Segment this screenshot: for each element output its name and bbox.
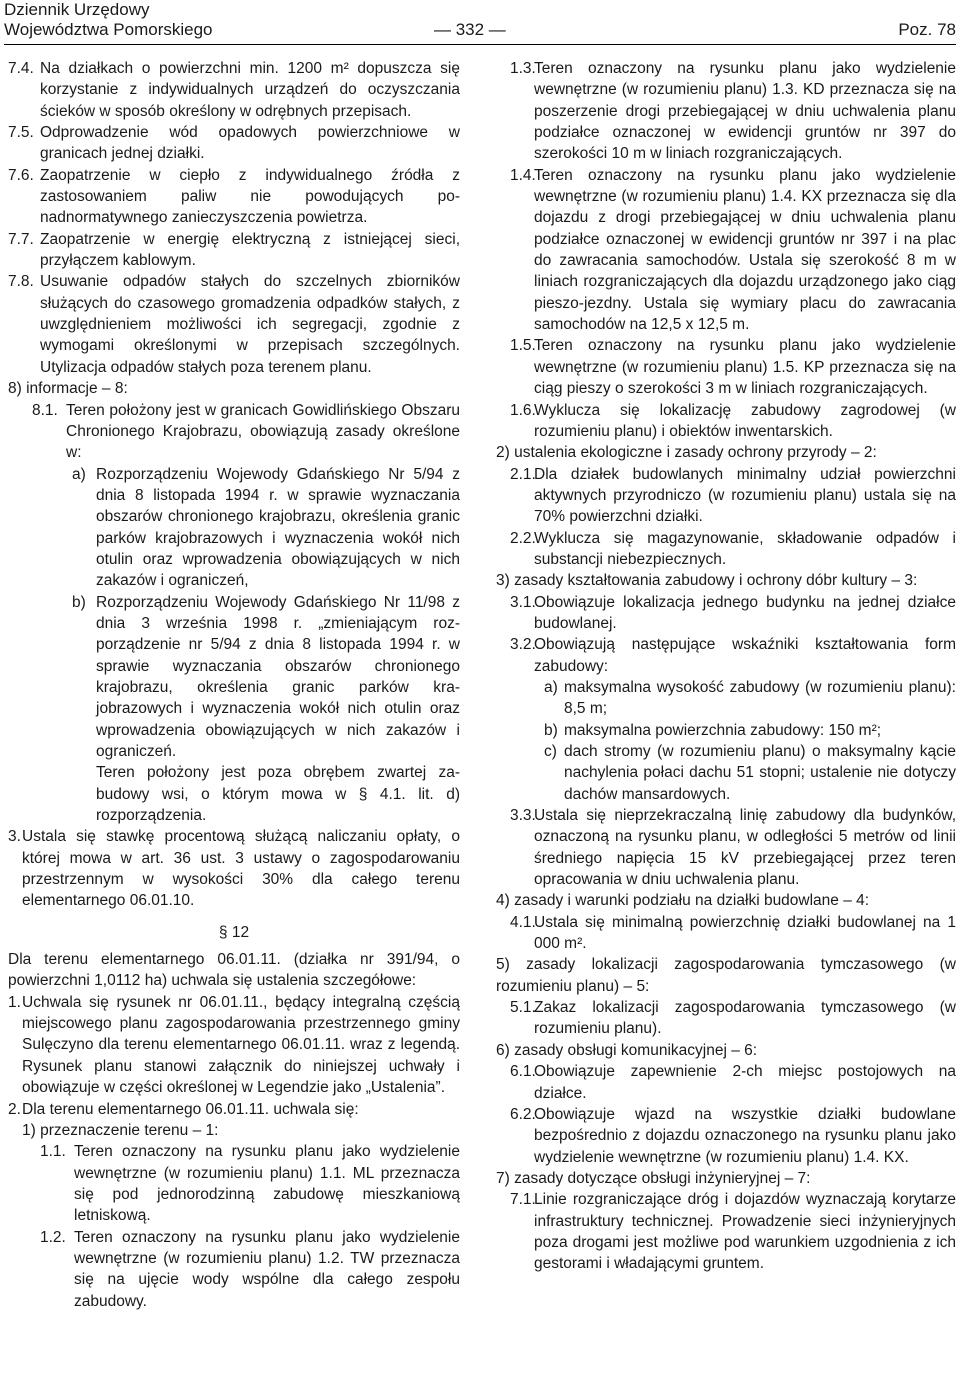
paragraph-text: Ustala się minimalną powierzchnię działki budowlanej na 1 000 m². [534,913,956,953]
paragraph-number: 1.5. [510,337,536,355]
paragraph-2-1 [496,464,956,528]
list-item-marker: b) [72,593,86,611]
section-heading-text: 4) zasady i warunki podziału na działki budowlane – 4: [496,892,870,910]
list-item-text: maksymalna powierzchnia zabudowy: 150 m²; [564,721,882,739]
paragraph-3-2 [496,634,956,677]
paragraph-3-3 [496,805,956,890]
paragraph-number: 7.8. [8,273,34,291]
paragraph-7-4 [8,58,460,122]
paragraph-intro [8,949,460,992]
paragraph-text: Obowiązuje wjazd na wszystkie działki budowlane bezpośrednio z dojazdu oznaczonego na rysunku planu jako wydzielenie wewnętrzne (w rozumieniu planu) 1.4. KX. [534,1105,956,1166]
paragraph-text: Zaopatrzenie w energię elektryczną z istniejącej sieci, przyłączem kablowym. [40,230,460,270]
paragraph-number: 1. [8,993,21,1011]
paragraph-2-2 [496,528,956,571]
paragraph-1-3 [496,58,956,165]
list-item-text: Rozporządzeniu Wojewody Gdańskiego Nr 11/98 z dnia 3 września 1998 r. „zmieniającym rozporządzenie nr 5/94 z dnia 8 listopada 1994 r. w sprawie wyznaczania obszarów chronionego krajobrazu, określenia granic parków krajobrazowych i wyznaczenia wokół nich otulin oraz wprowadzenia obowiązujących w nich zakazów i ograniczeń. [96,593,460,760]
paragraph-1-2 [8,1227,460,1312]
paragraph-number: 3.1. [510,593,536,611]
list-item-b [8,592,460,763]
list-item-text: dach stromy (w rozumieniu planu) o maksymalny kącie nachylenia połaci dachu 51 stopni; ustalenie nie dotyczy dachów mansardowych. [564,743,956,803]
paragraph-text: Teren oznaczony na rysunku planu jako wydzielenie wewnętrzne (w rozumieniu planu) 1.4. KX przeznacza się dla dojazdu z drogi przebiegającej w dniu uchwalenia planu podziałce oznaczonej w ewidencji gruntów nr 397 i na plac do zawracania samochodów. Ustala się szerokość 8 m w liniach rozgraniczających dla dojazdu urządzonego jako ciąg pieszo-jezdny. Ustala się wymiary placu do zawracania samochodów na 12,5 x 12,5 m. [534,166,956,334]
paragraph-text: Dla działek budowlanych minimalny udział powierzchni aktywnych przyrodniczo (w rozumieniu planu) ustala się na 70% powierzchni działki. [534,465,956,526]
section-heading-6 [496,1040,956,1061]
page-number: — 332 — [434,20,506,39]
paragraph-7-6 [8,165,460,229]
list-item-a [8,464,460,592]
paragraph-number: 1.2. [40,1228,66,1246]
section-heading-text: 3) zasady kształtowania zabudowy i ochrony dóbr kultury – 3: [496,572,918,590]
section-heading-1 [8,1120,460,1141]
paragraph-number: 3. [8,828,21,846]
paragraph-1-5 [496,335,956,399]
paragraph-text: Ustala się stawkę procentową służącą naliczaniu opłaty, o której mowa w art. 36 ust. 3 ustawy o zagospodarowaniu przestrzennym w wysokości 30% dla całego terenu elementarnego 06.01.10. [22,828,460,910]
list-item-marker: c) [544,743,557,760]
paragraph-text: Na działkach o powierzchni min. 1200 m² dopuszcza się korzystanie z indywidualnych urządzeń do oczyszczania ścieków w sposób określony w odrębnych przepisach. [40,60,460,120]
paragraph-1-6 [496,400,956,443]
paragraph-6-1 [496,1061,956,1104]
paragraph-number: 3.3. [510,807,536,825]
section-heading-5 [496,954,956,997]
paragraph-text: Uchwala się rysunek nr 06.01.11., będący integralną częścią miejscowego planu zagospodarowania przestrzennego gminy Sulęczyno dla terenu elementarnego 06.01.11. wraz z legendą. Rysunek planu stanowi załącznik do niniejszej uchwały i obowiązuje w części określonej w Legendzie jako „Ustalenia”. [22,993,460,1097]
journal-title-line1: Dziennik Urzędowy [4,0,150,19]
paragraph-number: 7.1. [510,1191,536,1209]
list-item-marker: a) [72,465,86,483]
paragraph-text: Wyklucza się lokalizację zabudowy zagrodowej (w rozumieniu planu) i obiektów inwentarskich. [534,401,956,440]
paragraph-number: 1.4. [510,166,536,184]
paragraph-8-1 [8,400,460,464]
list-item-marker: a) [544,678,558,696]
paragraph-text: Teren położony jest w granicach Gowidlińskiego Obszaru Chronionego Krajobrazu, obowiązują zasady określone w: [66,401,460,462]
paragraph-text: Teren położony jest poza obrębem zwartej zabudowy wsi, o którym mowa w § 4.1. lit. d) rozporządzenia. [96,764,460,825]
paragraph-number: 8.1. [32,401,58,419]
journal-title-line2: Województwa Pomorskiego [4,20,213,39]
section-heading-text: 8) informacje – 8: [8,380,128,398]
page-header [4,0,956,45]
paragraph-text: Wyklucza się magazynowanie, składowanie odpadów i substancji niebezpiecznych. [534,529,956,568]
list-item-b [496,720,956,741]
section-heading-text: 1) przeznaczenie terenu – 1: [22,1121,219,1139]
paragraph-text: Odprowadzenie wód opadowych powierzchniowe w granicach jednej działki. [40,124,460,163]
paragraph-3-1 [496,592,956,635]
paragraph-number: 2. [8,1100,21,1118]
paragraph-3 [8,826,460,911]
list-item-text: Rozporządzeniu Wojewody Gdańskiego Nr 5/94 z dnia 8 listopada 1994 r. w sprawie wyznaczania obszarów chronionego krajobrazu, określenia granic parków krajobrazowych i wyznaczenia wokół nich otulin oraz wprowadzenia obowiązujących w nich zakazów i ograniczeń, [96,465,460,590]
paragraph-number: 3.2. [510,636,536,654]
section-heading-text: 6) zasady obsługi komunikacyjnej – 6: [496,1041,758,1059]
paragraph-1 [8,992,460,1099]
paragraph-text: Ustala się nieprzekraczalną linię zabudowy dla budynków, oznaczoną na rysunku planu, w odległości 5 metrów od linii średniego napięcia 15 kV przebiegającej przez teren opracowania w dniu uchwalenia planu. [534,807,956,889]
paragraph-text: Teren oznaczony na rysunku planu jako wydzielenie wewnętrzne (w rozumieniu planu) 1.2. TW przeznacza się na ujęcie wody wspólne dla całego zespołu zabudowy. [74,1228,460,1310]
section-heading-text: 2) ustalenia ekologiczne i zasady ochrony przyrody – 2: [496,444,877,462]
paragraph-text: Teren oznaczony na rysunku planu jako wydzielenie wewnętrzne (w rozumieniu planu) 1.3. KD przeznacza się na poszerzenie drogi przebiegającej w dniu uchwalenia planu podziałce oznaczonej w ewidencji gruntów nr 397 do szerokości 10 m w liniach rozgraniczających. [534,60,956,163]
paragraph-number: 7.5. [8,124,34,142]
paragraph-7-5 [8,122,460,165]
paragraph-1-4 [496,165,956,336]
paragraph-number: 1.1. [40,1143,66,1161]
paragraph-text: Dla terenu elementarnego 06.01.11. uchwala się: [22,1100,359,1118]
paragraph-number: 6.1. [510,1063,536,1081]
paragraph-1-1 [8,1141,460,1226]
paragraph-text: Usuwanie odpadów stałych do szczelnych zbiorników służących do czasowego gromadzenia odpadków stałych, z uwzględnieniem możliwości ich segregacji, zgodnie z wymogami określonymi w przepisach szczególnych. Utylizacja odpadów stałych poza terenem planu. [40,273,460,376]
section-heading-3 [496,570,956,591]
paragraph-7-7 [8,229,460,272]
section-sign-12: § 12 [218,923,250,941]
paragraph-number: 7.7. [8,230,34,248]
list-item-text: maksymalna wysokość zabudowy (w rozumieniu planu): 8,5 m; [564,678,956,718]
section-heading-4 [496,890,956,911]
paragraph-number: 2.1. [510,465,536,483]
paragraph-text: Obowiązuje zapewnienie 2-ch miejsc postojowych na działce. [534,1063,956,1102]
list-item-marker: b) [544,721,558,739]
paragraph-note [8,762,460,826]
section-heading-text: 7) zasady dotyczące obsługi inżynieryjnej – 7: [496,1169,811,1187]
paragraph-text: Zaopatrzenie w ciepło z indywidualnego źródła z zastosowaniem paliw nie powodujących ponadnormatywnego zanieczyszczenia powietrza. [40,166,460,227]
paragraph-number: 1.6. [510,401,536,419]
paragraph-number: 5.1. [510,999,536,1017]
paragraph-text: Obowiązują następujące wskaźniki kształtowania form zabudowy: [534,636,956,675]
paragraph-text: Zakaz lokalizacji zagospodarowania tymczasowego (w rozumieniu planu). [534,999,956,1038]
paragraph-text: Dla terenu elementarnego 06.01.11. (działka nr 391/94, o powierzchni 1,0112 ha) uchwala się ustalenia szczegółowe: [8,951,460,990]
paragraph-text: Obowiązuje lokalizacja jednego budynku na jednej działce budowlanej. [534,593,956,632]
section-heading-2 [496,442,956,463]
journal-title [4,0,213,40]
paragraph-7-1 [496,1189,956,1274]
paragraph-number: 1.3. [510,60,536,77]
paragraph-number: 7.6. [8,166,34,184]
paragraph-text: Linie rozgraniczające dróg i dojazdów wyznaczają korytarze infrastruktury technicznej. Prowadzenie sieci inżynieryjnych poza drogami jest możliwe pod warunkiem uzgodnienia z ich gestorami i władającymi gruntem. [534,1191,956,1273]
section-heading-text: 5) zasady lokalizacji zagospodarowania tymczasowego (w rozumieniu planu) – 5: [496,956,956,995]
paragraph-number: 7.4. [8,60,34,77]
section-heading-7 [496,1168,956,1189]
paragraph-4-1 [496,912,956,955]
section-heading-8 [8,378,460,399]
paragraph-number: 6.2. [510,1105,536,1123]
paragraph-text: Teren oznaczony na rysunku planu jako wydzielenie wewnętrzne (w rozumieniu planu) 1.1. ML przeznacza się pod jednorodzinną zabudowę mieszkaniową letniskową. [74,1143,460,1225]
paragraph-5-1 [496,997,956,1040]
right-column [496,58,956,1275]
paragraph-7-8 [8,271,460,378]
position-number: Poz. 78 [898,20,956,39]
paragraph-number: 2.2. [510,529,536,547]
list-item-c [496,741,956,805]
paragraph-2 [8,1099,460,1120]
list-item-a [496,677,956,720]
paragraph-number: 4.1. [510,913,536,931]
paragraph-6-2 [496,1104,956,1168]
paragraph-text: Teren oznaczony na rysunku planu jako wydzielenie wewnętrzne (w rozumieniu planu) 1.5. KP przeznacza się na ciąg pieszy o szerokości 3 m w liniach rozgraniczających. [534,337,956,398]
left-column [8,58,460,1312]
